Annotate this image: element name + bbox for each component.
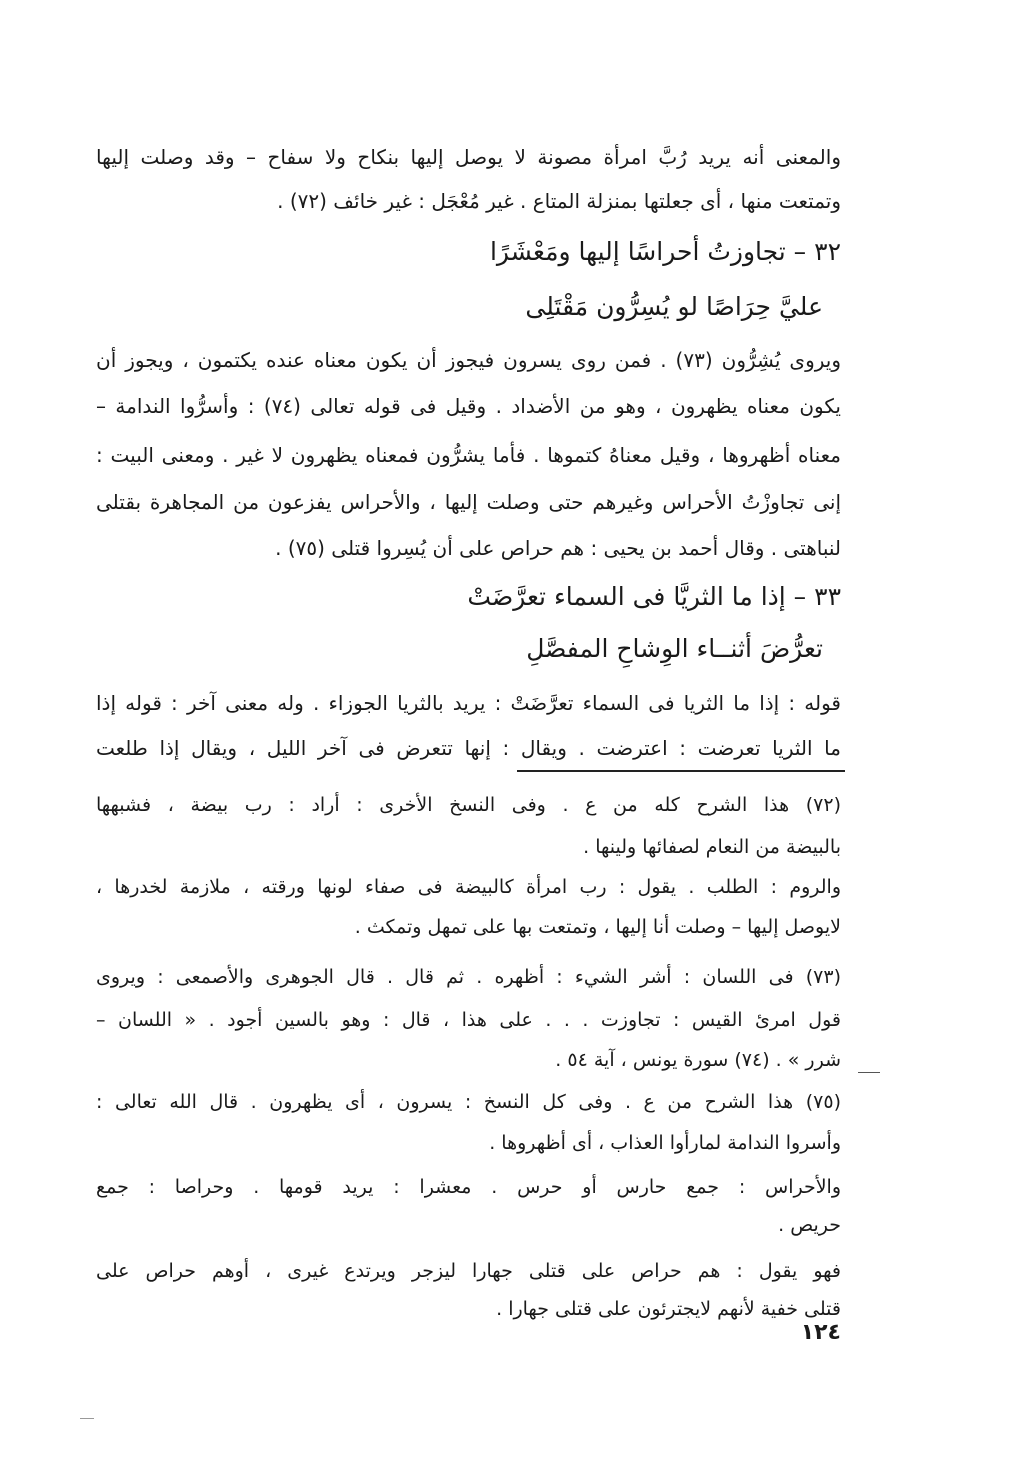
footnote-line: فهو يقول : هم حراص على قتلى جهارا ليزجر ويرتدع غيرى ، أوهم حراص على xyxy=(96,1260,841,1282)
footnote-line: والروم : الطلب . يقول : رب امرأة كالبيضة فى صفاء لونها ورقته ، ملازمة لخدرها ، xyxy=(96,876,841,898)
commentary-line: معناه أظهروها ، وقيل معناهُ كتموها . فأما يشرُّون فمعناه يظهرون لا غير . ومعنى البيت : xyxy=(96,443,841,467)
footnote-line: قول امرئ القيس : تجاوزت . . . على هذا ، قال : وهو بالسين أجود . « اللسان – xyxy=(96,1009,841,1031)
body-line: وتمتعت منها ، أى جعلتها بمنزلة المتاع . غير مُعْجَل : غير خائف (٧٢) . xyxy=(277,189,841,213)
commentary-line: ويروى يُشِرُّون (٧٣) . فمن روى يسرون فيجوز أن يكون معناه عنده يكتمون ، ويجوز أن xyxy=(96,348,841,372)
commentary-line: لنباهتى . وقال أحمد بن يحيى : هم حراص على أن يُسِروا قتلى (٧٥) . xyxy=(275,536,841,560)
page-number: ١٢٤ xyxy=(800,1320,841,1345)
scan-mark xyxy=(80,1418,94,1419)
commentary-line: إنى تجاوزْتُ الأحراس وغيرهم حتى وصلت إليها ، والأحراس يفزعون من المجاهرة بقتلى xyxy=(96,490,841,514)
body-line: والمعنى أنه يريد رُبَّ امرأة مصونة لا يوصل إليها بنكاح ولا سفاح – وقد وصلت إليها xyxy=(96,145,841,169)
verse-32-first-hemistich: ٣٢ – تجاوزتُ أحراسًا إليها ومَعْشَرًا xyxy=(489,237,841,266)
margin-mark xyxy=(858,1072,880,1073)
footnote-line: حريص . xyxy=(778,1214,841,1236)
commentary-line: ما الثريا تعرضت : اعترضت . ويقال : إنها تتعرض فى آخر الليل ، ويقال إذا طلعت xyxy=(96,736,841,760)
footnote-line: (٧٢) هذا الشرح كله من ع . وفى النسخ الأخرى : أراد : رب بيضة ، فشبهها xyxy=(96,794,841,816)
verse-32-second-hemistich: عليَّ حِرَاصًا لو يُسِرُّون مَقْتَلِى xyxy=(525,292,823,321)
footnote-line: (٧٥) هذا الشرح من ع . وفى كل النسخ : يسرون ، أى يظهرون . قال الله تعالى : xyxy=(96,1091,841,1113)
verse-33-first-hemistich: ٣٣ – إذا ما الثريَّا فى السماء تعرَّضَتْ xyxy=(467,582,841,611)
footnote-line: وأسروا الندامة لمارأوا العذاب ، أى أظهروها . xyxy=(489,1132,841,1154)
footnote-line: بالبيضة من النعام لصفائها ولينها . xyxy=(583,836,841,858)
footnote-line: لايوصل إليها – وصلت أنا إليها ، وتمتعت بها على تمهل وتمكث . xyxy=(354,916,841,938)
footnote-line: شرر » . (٧٤) سورة يونس ، آية ٥٤ . xyxy=(555,1049,841,1071)
footnote-separator xyxy=(517,770,845,772)
commentary-line: قوله : إذا ما الثريا فى السماء تعرَّضَتْ : يريد بالثريا الجوزاء . وله معنى آخر : قوله إذا xyxy=(96,691,841,715)
footnote-line: (٧٣) فى اللسان : أشر الشيء : أظهره . ثم قال . قال الجوهرى والأصمعى : ويروى xyxy=(96,966,841,988)
footnote-line: والأحراس : جمع حارس أو حرس . معشرا : يريد قومها . وحراصا : جمع xyxy=(96,1176,841,1198)
commentary-line: يكون معناه يظهرون ، وهو من الأضداد . وقيل فى قوله تعالى (٧٤) : وأسرُّوا الندامة – xyxy=(96,394,841,418)
verse-33-second-hemistich: تعرُّضَ أثنــاء الوِشاحِ المفصَّلِ xyxy=(526,634,823,663)
footnote-line: قتلى خفية لأنهم لايجترئون على قتلى جهارا . xyxy=(496,1298,841,1320)
